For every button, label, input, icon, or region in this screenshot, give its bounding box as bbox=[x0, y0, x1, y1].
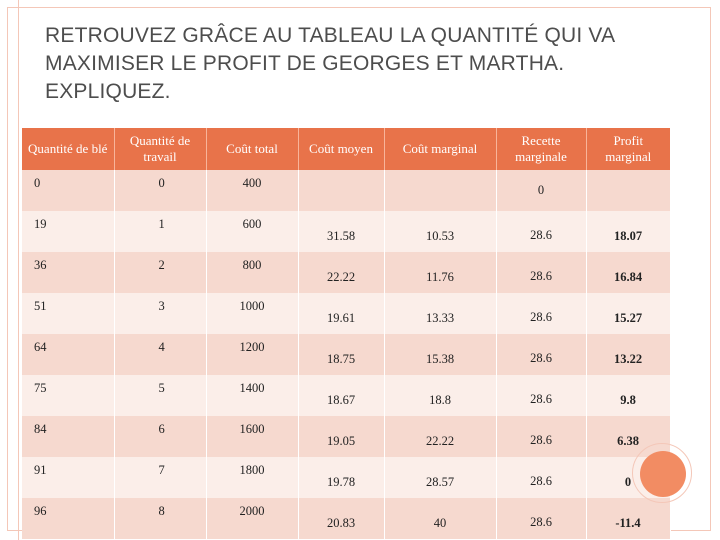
table-cell: 13.22 bbox=[586, 334, 670, 375]
table-cell: 22.22 bbox=[298, 252, 384, 293]
table-cell: 0 bbox=[496, 170, 586, 211]
table-cell: 18.67 bbox=[298, 375, 384, 416]
table-cell: 400 bbox=[206, 170, 298, 211]
table-cell: 1000 bbox=[206, 293, 298, 334]
table-row bbox=[22, 334, 670, 375]
decorative-circle bbox=[640, 451, 686, 497]
table-cell: 8 bbox=[114, 498, 206, 539]
table-cell: 1200 bbox=[206, 334, 298, 375]
table-cell: 2000 bbox=[206, 498, 298, 539]
table-cell: 19.05 bbox=[298, 416, 384, 457]
table-cell: -11.4 bbox=[586, 498, 670, 539]
table-cell: 28.6 bbox=[496, 211, 586, 252]
table-cell: 0 bbox=[114, 170, 206, 211]
table-cell: 800 bbox=[206, 252, 298, 293]
slide-title: RETROUVEZ GRÂCE AU TABLEAU LA QUANTITÉ QUI VA MAXIMISER LE PROFIT DE GEORGES ET MARTHA. EXPLIQUEZ. bbox=[45, 24, 615, 103]
table-cell: 28.6 bbox=[496, 457, 586, 498]
table-cell: 600 bbox=[206, 211, 298, 252]
table-cell: 28.6 bbox=[496, 334, 586, 375]
header-cell: Profit marginal bbox=[586, 128, 670, 170]
table-cell: 31.58 bbox=[298, 211, 384, 252]
table-cell: 22.22 bbox=[384, 416, 496, 457]
data-table bbox=[22, 128, 671, 539]
table-cell bbox=[384, 170, 496, 211]
table-cell: 1800 bbox=[206, 457, 298, 498]
table-cell: 10.53 bbox=[384, 211, 496, 252]
header-cell: Quantité de travail bbox=[114, 128, 206, 170]
table-cell: 19 bbox=[22, 211, 114, 252]
table-cell: 13.33 bbox=[384, 293, 496, 334]
table-row bbox=[22, 457, 670, 498]
table-row bbox=[22, 375, 670, 416]
table-cell: 28.57 bbox=[384, 457, 496, 498]
table-cell: 20.83 bbox=[298, 498, 384, 539]
table-cell: 11.76 bbox=[384, 252, 496, 293]
table-cell: 1600 bbox=[206, 416, 298, 457]
table-cell: 0 bbox=[586, 457, 670, 498]
table-cell: 75 bbox=[22, 375, 114, 416]
table-cell: 28.6 bbox=[496, 416, 586, 457]
table-row bbox=[22, 170, 670, 211]
table-cell: 40 bbox=[384, 498, 496, 539]
table-cell: 2 bbox=[114, 252, 206, 293]
header-cell: Coût total bbox=[206, 128, 298, 170]
table-cell: 19.61 bbox=[298, 293, 384, 334]
table-row bbox=[22, 498, 670, 539]
header-cell: Coût moyen bbox=[298, 128, 384, 170]
table-cell: 36 bbox=[22, 252, 114, 293]
table-cell: 4 bbox=[114, 334, 206, 375]
table-row bbox=[22, 293, 670, 334]
table-cell: 1400 bbox=[206, 375, 298, 416]
table-cell: 6.38 bbox=[586, 416, 670, 457]
table-row bbox=[22, 211, 670, 252]
table-cell: 15.38 bbox=[384, 334, 496, 375]
table-cell: 84 bbox=[22, 416, 114, 457]
table-cell: 6 bbox=[114, 416, 206, 457]
table-cell: 15.27 bbox=[586, 293, 670, 334]
table-cell: 5 bbox=[114, 375, 206, 416]
table-cell: 19.78 bbox=[298, 457, 384, 498]
table-cell: 0 bbox=[22, 170, 114, 211]
table-cell: 3 bbox=[114, 293, 206, 334]
table-cell: 16.84 bbox=[586, 252, 670, 293]
table-cell: 64 bbox=[22, 334, 114, 375]
table-cell: 18.8 bbox=[384, 375, 496, 416]
table-cell: 7 bbox=[114, 457, 206, 498]
table-cell: 9.8 bbox=[586, 375, 670, 416]
table-cell: 28.6 bbox=[496, 498, 586, 539]
slide-frame-line bbox=[18, 0, 19, 540]
table-cell: 18.07 bbox=[586, 211, 670, 252]
header-cell: Recette marginale bbox=[496, 128, 586, 170]
table-cell: 28.6 bbox=[496, 252, 586, 293]
table-cell: 28.6 bbox=[496, 375, 586, 416]
header-cell: Quantité de blé bbox=[22, 128, 114, 170]
table-cell bbox=[298, 170, 384, 211]
table-cell bbox=[586, 170, 670, 211]
table-cell: 28.6 bbox=[496, 293, 586, 334]
table-cell: 51 bbox=[22, 293, 114, 334]
table-cell: 1 bbox=[114, 211, 206, 252]
table-row bbox=[22, 416, 670, 457]
header-cell: Coût marginal bbox=[384, 128, 496, 170]
table-cell: 91 bbox=[22, 457, 114, 498]
table-cell: 18.75 bbox=[298, 334, 384, 375]
table-cell: 96 bbox=[22, 498, 114, 539]
table-row bbox=[22, 252, 670, 293]
table-header-row bbox=[22, 128, 670, 170]
